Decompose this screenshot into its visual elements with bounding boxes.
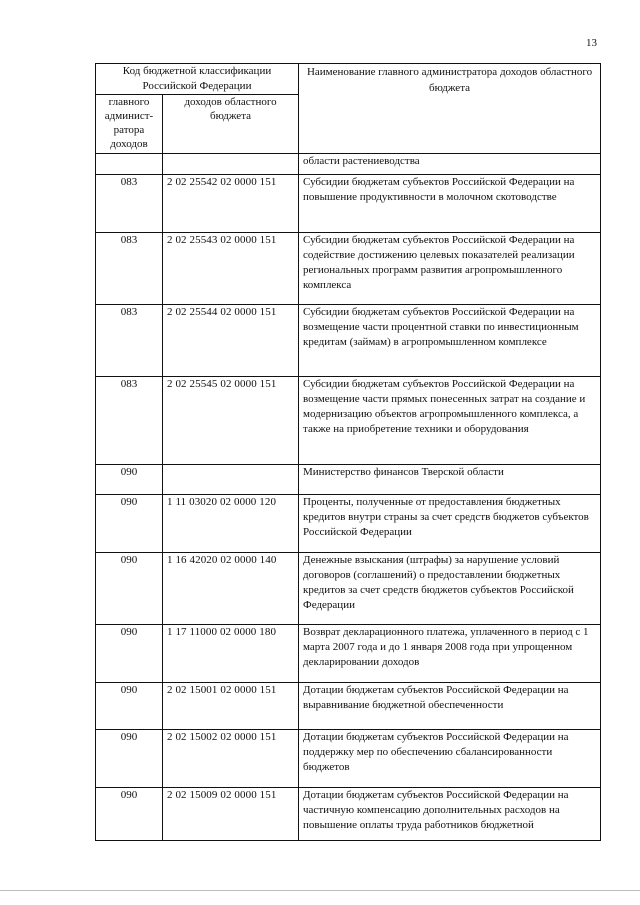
- income-code-cell: 1 16 42020 02 0000 140: [163, 553, 299, 625]
- admin-code-cell: 090: [96, 553, 163, 625]
- admin-code-cell: 083: [96, 305, 163, 377]
- admin-code-cell: 090: [96, 625, 163, 683]
- income-code-cell: 2 02 25542 02 0000 151: [163, 175, 299, 233]
- admin-code-cell: [96, 154, 163, 175]
- income-code-cell: 2 02 15009 02 0000 151: [163, 788, 299, 841]
- name-cell: Дотации бюджетам субъектов Российской Федерации на выравнивание бюджетной обеспеченности: [299, 683, 601, 730]
- income-code-cell: 2 02 15002 02 0000 151: [163, 730, 299, 788]
- table-row: [96, 377, 601, 465]
- admin-code-cell: 090: [96, 683, 163, 730]
- table-row: [96, 175, 601, 233]
- name-cell: Возврат декларационного платежа, уплаченного в период с 1 марта 2007 года и до 1 января 2008 года при упрощенном декларировании доходов: [299, 625, 601, 683]
- table-row: [96, 305, 601, 377]
- table-row: [96, 233, 601, 305]
- income-code-cell: 2 02 15001 02 0000 151: [163, 683, 299, 730]
- header-row-top: [96, 64, 601, 95]
- name-cell: Министерство финансов Тверской области: [299, 465, 601, 495]
- table-row: [96, 683, 601, 730]
- income-code-cell: [163, 465, 299, 495]
- income-code-cell: [163, 154, 299, 175]
- header-name-column: Наименование главного администратора доходов областного бюджета: [299, 64, 601, 154]
- admin-code-cell: 083: [96, 377, 163, 465]
- budget-classification-table: [95, 63, 601, 841]
- page-number: 13: [586, 37, 597, 49]
- table-row: [96, 495, 601, 553]
- admin-code-cell: 090: [96, 730, 163, 788]
- income-code-cell: 1 17 11000 02 0000 180: [163, 625, 299, 683]
- header-income-column: доходов областного бюджета: [163, 95, 299, 154]
- table-row: [96, 465, 601, 495]
- page-bottom-edge: [0, 890, 640, 891]
- table-row: [96, 788, 601, 841]
- name-cell: области растениеводства: [299, 154, 601, 175]
- name-cell: Проценты, полученные от предоставления бюджетных кредитов внутри страны за счет средств бюджетов субъектов Российской Федерации: [299, 495, 601, 553]
- name-cell: Субсидии бюджетам субъектов Российской Федерации на возмещение части прямых понесенных затрат на создание и модернизацию объектов агропромышленного комплекса, а также на приобретение техники и оборудования: [299, 377, 601, 465]
- header-admin-column: главного админист-ратора доходов: [96, 95, 163, 154]
- table-row: [96, 625, 601, 683]
- name-cell: Дотации бюджетам субъектов Российской Федерации на поддержку мер по обеспечению сбалансированности бюджетов: [299, 730, 601, 788]
- admin-code-cell: 090: [96, 788, 163, 841]
- name-cell: Субсидии бюджетам субъектов Российской Федерации на содействие достижению целевых показателей реализации региональных программ развития агропромышленного комплекса: [299, 233, 601, 305]
- table-row: [96, 154, 601, 175]
- admin-code-cell: 083: [96, 175, 163, 233]
- name-cell: Дотации бюджетам субъектов Российской Федерации на частичную компенсацию дополнительных расходов на повышение оплаты труда работников бюджетной: [299, 788, 601, 841]
- admin-code-cell: 090: [96, 495, 163, 553]
- income-code-cell: 2 02 25544 02 0000 151: [163, 305, 299, 377]
- name-cell: Субсидии бюджетам субъектов Российской Федерации на повышение продуктивности в молочном скотоводстве: [299, 175, 601, 233]
- admin-code-cell: 083: [96, 233, 163, 305]
- table-body: [96, 154, 601, 841]
- income-code-cell: 1 11 03020 02 0000 120: [163, 495, 299, 553]
- header-group-title: Код бюджетной классификации Российской Федерации: [96, 64, 299, 95]
- table-row: [96, 730, 601, 788]
- income-code-cell: 2 02 25543 02 0000 151: [163, 233, 299, 305]
- admin-code-cell: 090: [96, 465, 163, 495]
- name-cell: Субсидии бюджетам субъектов Российской Федерации на возмещение части процентной ставки по инвестиционным кредитам (займам) в агропромышленном комплексе: [299, 305, 601, 377]
- table-row: [96, 553, 601, 625]
- income-code-cell: 2 02 25545 02 0000 151: [163, 377, 299, 465]
- name-cell: Денежные взыскания (штрафы) за нарушение условий договоров (соглашений) о предоставлении бюджетных кредитов за счет средств бюджетов субъектов Российской Федерации: [299, 553, 601, 625]
